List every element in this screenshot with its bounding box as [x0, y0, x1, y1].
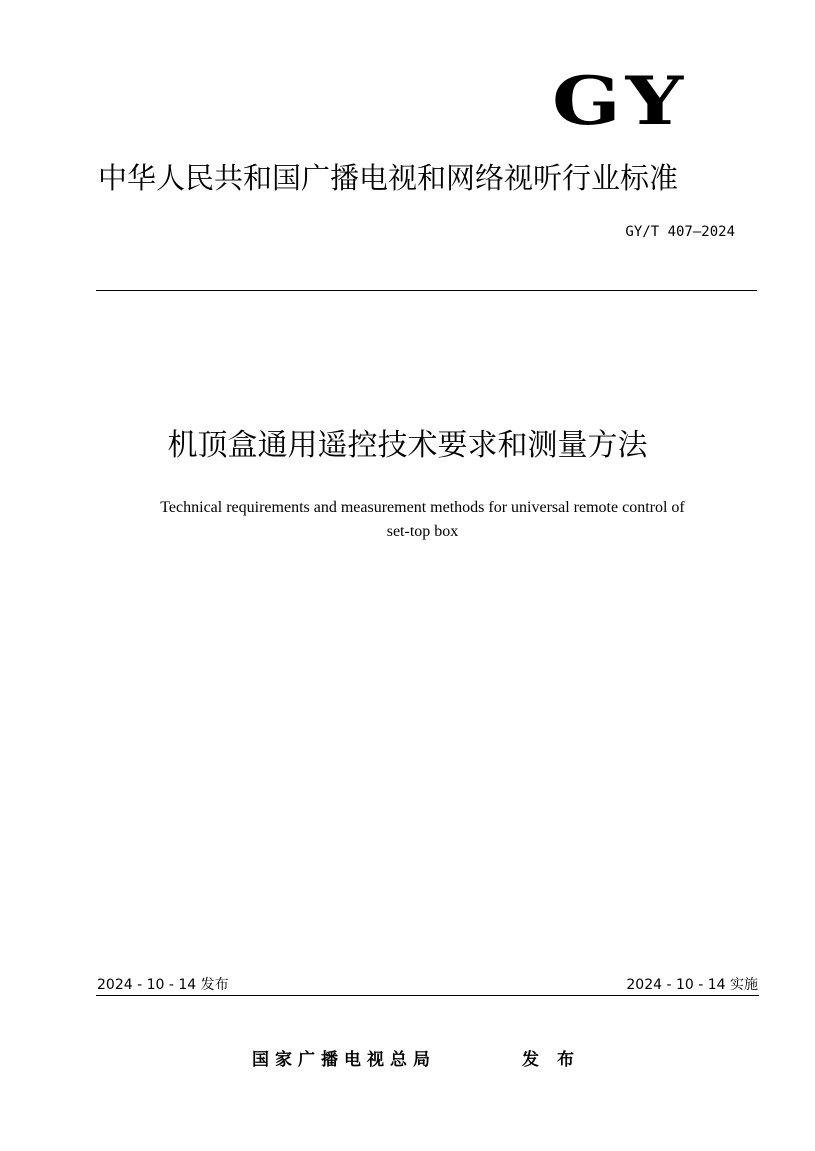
- issuing-authority: 国家广播电视总局: [252, 1050, 436, 1070]
- gy-logo: GY: [552, 62, 689, 140]
- english-title-line-2: set-top box: [386, 523, 459, 540]
- implementation-date: 2024 - 10 - 14 实施: [626, 977, 758, 993]
- issue-label: [522, 1048, 574, 1072]
- standard-number: GY/T 407—2024: [625, 224, 735, 240]
- document-title-chinese: 机顶盒通用遥控技术要求和测量方法: [167, 428, 648, 463]
- issue-date: 2024 - 10 - 14 发布: [97, 977, 229, 993]
- bottom-divider: [96, 995, 759, 996]
- issue-label-char-1: 发: [522, 1050, 539, 1070]
- top-divider: [96, 290, 757, 291]
- issue-label-char-2: 布: [557, 1050, 574, 1070]
- document-title-english: [90, 496, 755, 544]
- org-standard-title: 中华人民共和国广播电视和网络视听行业标准: [98, 161, 679, 195]
- english-title-line-1: Technical requirements and measurement methods for universal remote control of: [160, 499, 685, 516]
